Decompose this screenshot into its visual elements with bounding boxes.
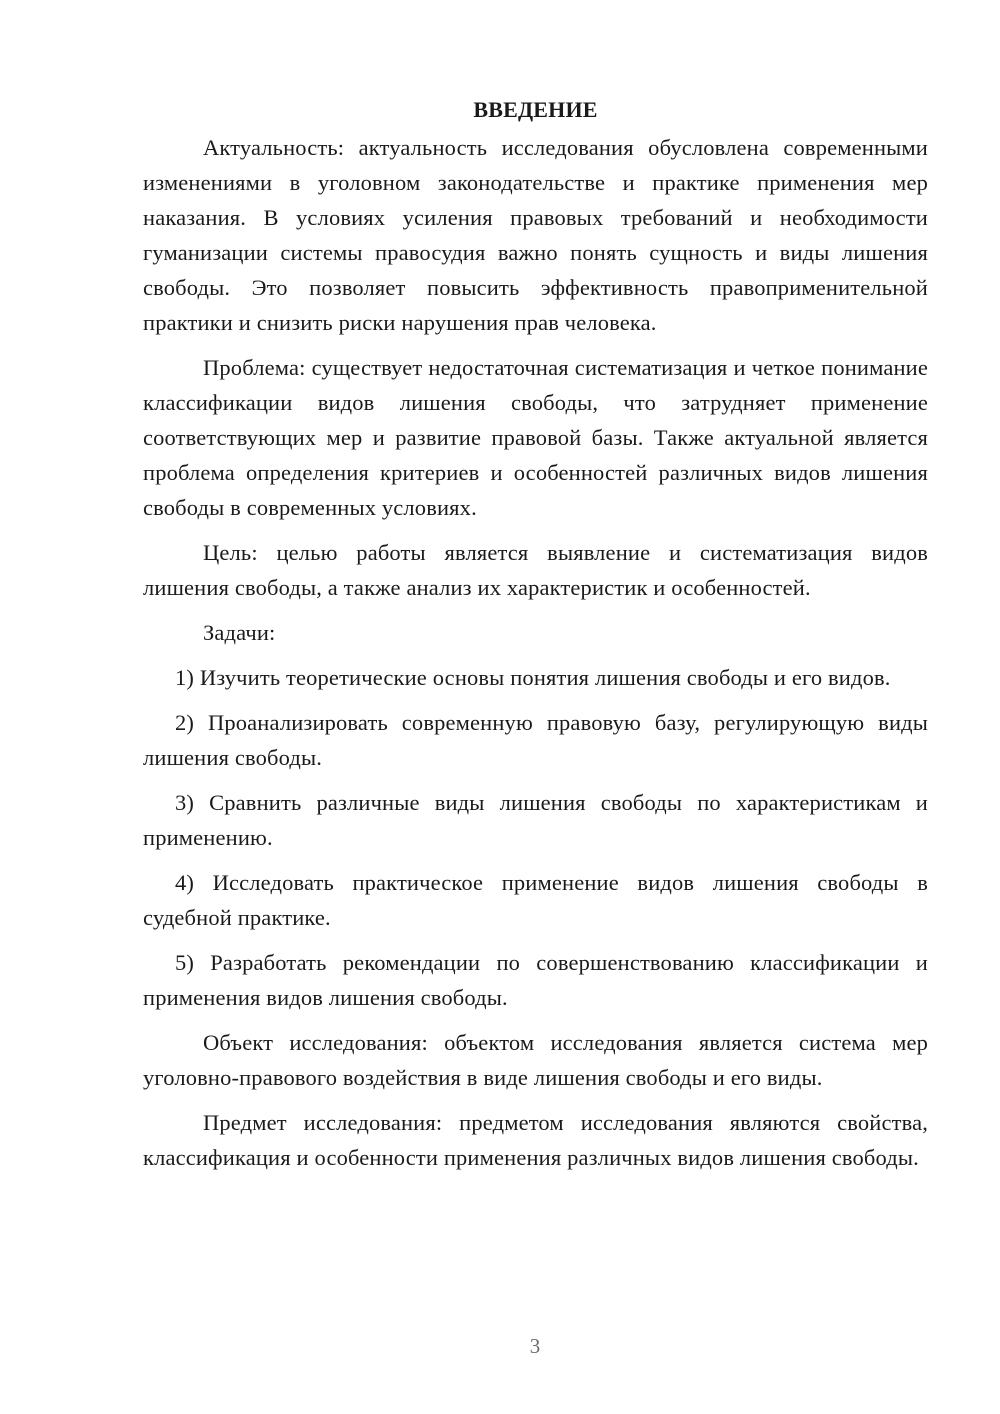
page-title: ВВЕДЕНИЕ xyxy=(473,97,598,122)
task-item-4: 4) Исследовать практическое применение видов лишения свободы в судебной практике. xyxy=(143,870,928,930)
task-item-2: 2) Проанализировать современную правовую базу, регулирующую виды лишения свободы. xyxy=(143,710,928,770)
paragraph-tasks-heading: Задачи: xyxy=(203,620,276,645)
task-item-5: 5) Разработать рекомендации по совершенствованию классификации и применения видов лишения свободы. xyxy=(143,950,928,1010)
paragraph-object: Объект исследования: объектом исследования является система мер уголовно-правового воздействия в виде лишения свободы и его виды. xyxy=(143,1030,928,1090)
paragraph-relevance: Актуальность: актуальность исследования обусловлена современными изменениями в уголовном законодательстве и практике применения мер наказания. В условиях усиления правовых требований и необходимости гуманизации системы правосудия важно понять сущность и виды лишения свободы. Это позволяет повысить эффективность правоприменительной практики и снизить риски нарушения прав человека. xyxy=(143,135,928,335)
paragraph-goal: Цель: целью работы является выявление и систематизация видов лишения свободы, а также анализ их характеристик и особенностей. xyxy=(143,540,928,600)
page-number: 3 xyxy=(529,1334,541,1358)
task-item-1: 1) Изучить теоретические основы понятия лишения свободы и его видов. xyxy=(175,665,891,690)
paragraph-subject: Предмет исследования: предметом исследования являются свойства, классификация и особенности применения различных видов лишения свободы. xyxy=(143,1110,928,1170)
task-item-3: 3) Сравнить различные виды лишения свободы по характеристикам и применению. xyxy=(143,790,928,850)
paragraph-problem: Проблема: существует недостаточная систематизация и четкое понимание классификации видов лишения свободы, что затрудняет применение соответствующих мер и развитие правовой базы. Также актуальной является проблема определения критериев и особенностей различных видов лишения свободы в современных условиях. xyxy=(143,355,928,520)
page-content xyxy=(143,92,928,1185)
